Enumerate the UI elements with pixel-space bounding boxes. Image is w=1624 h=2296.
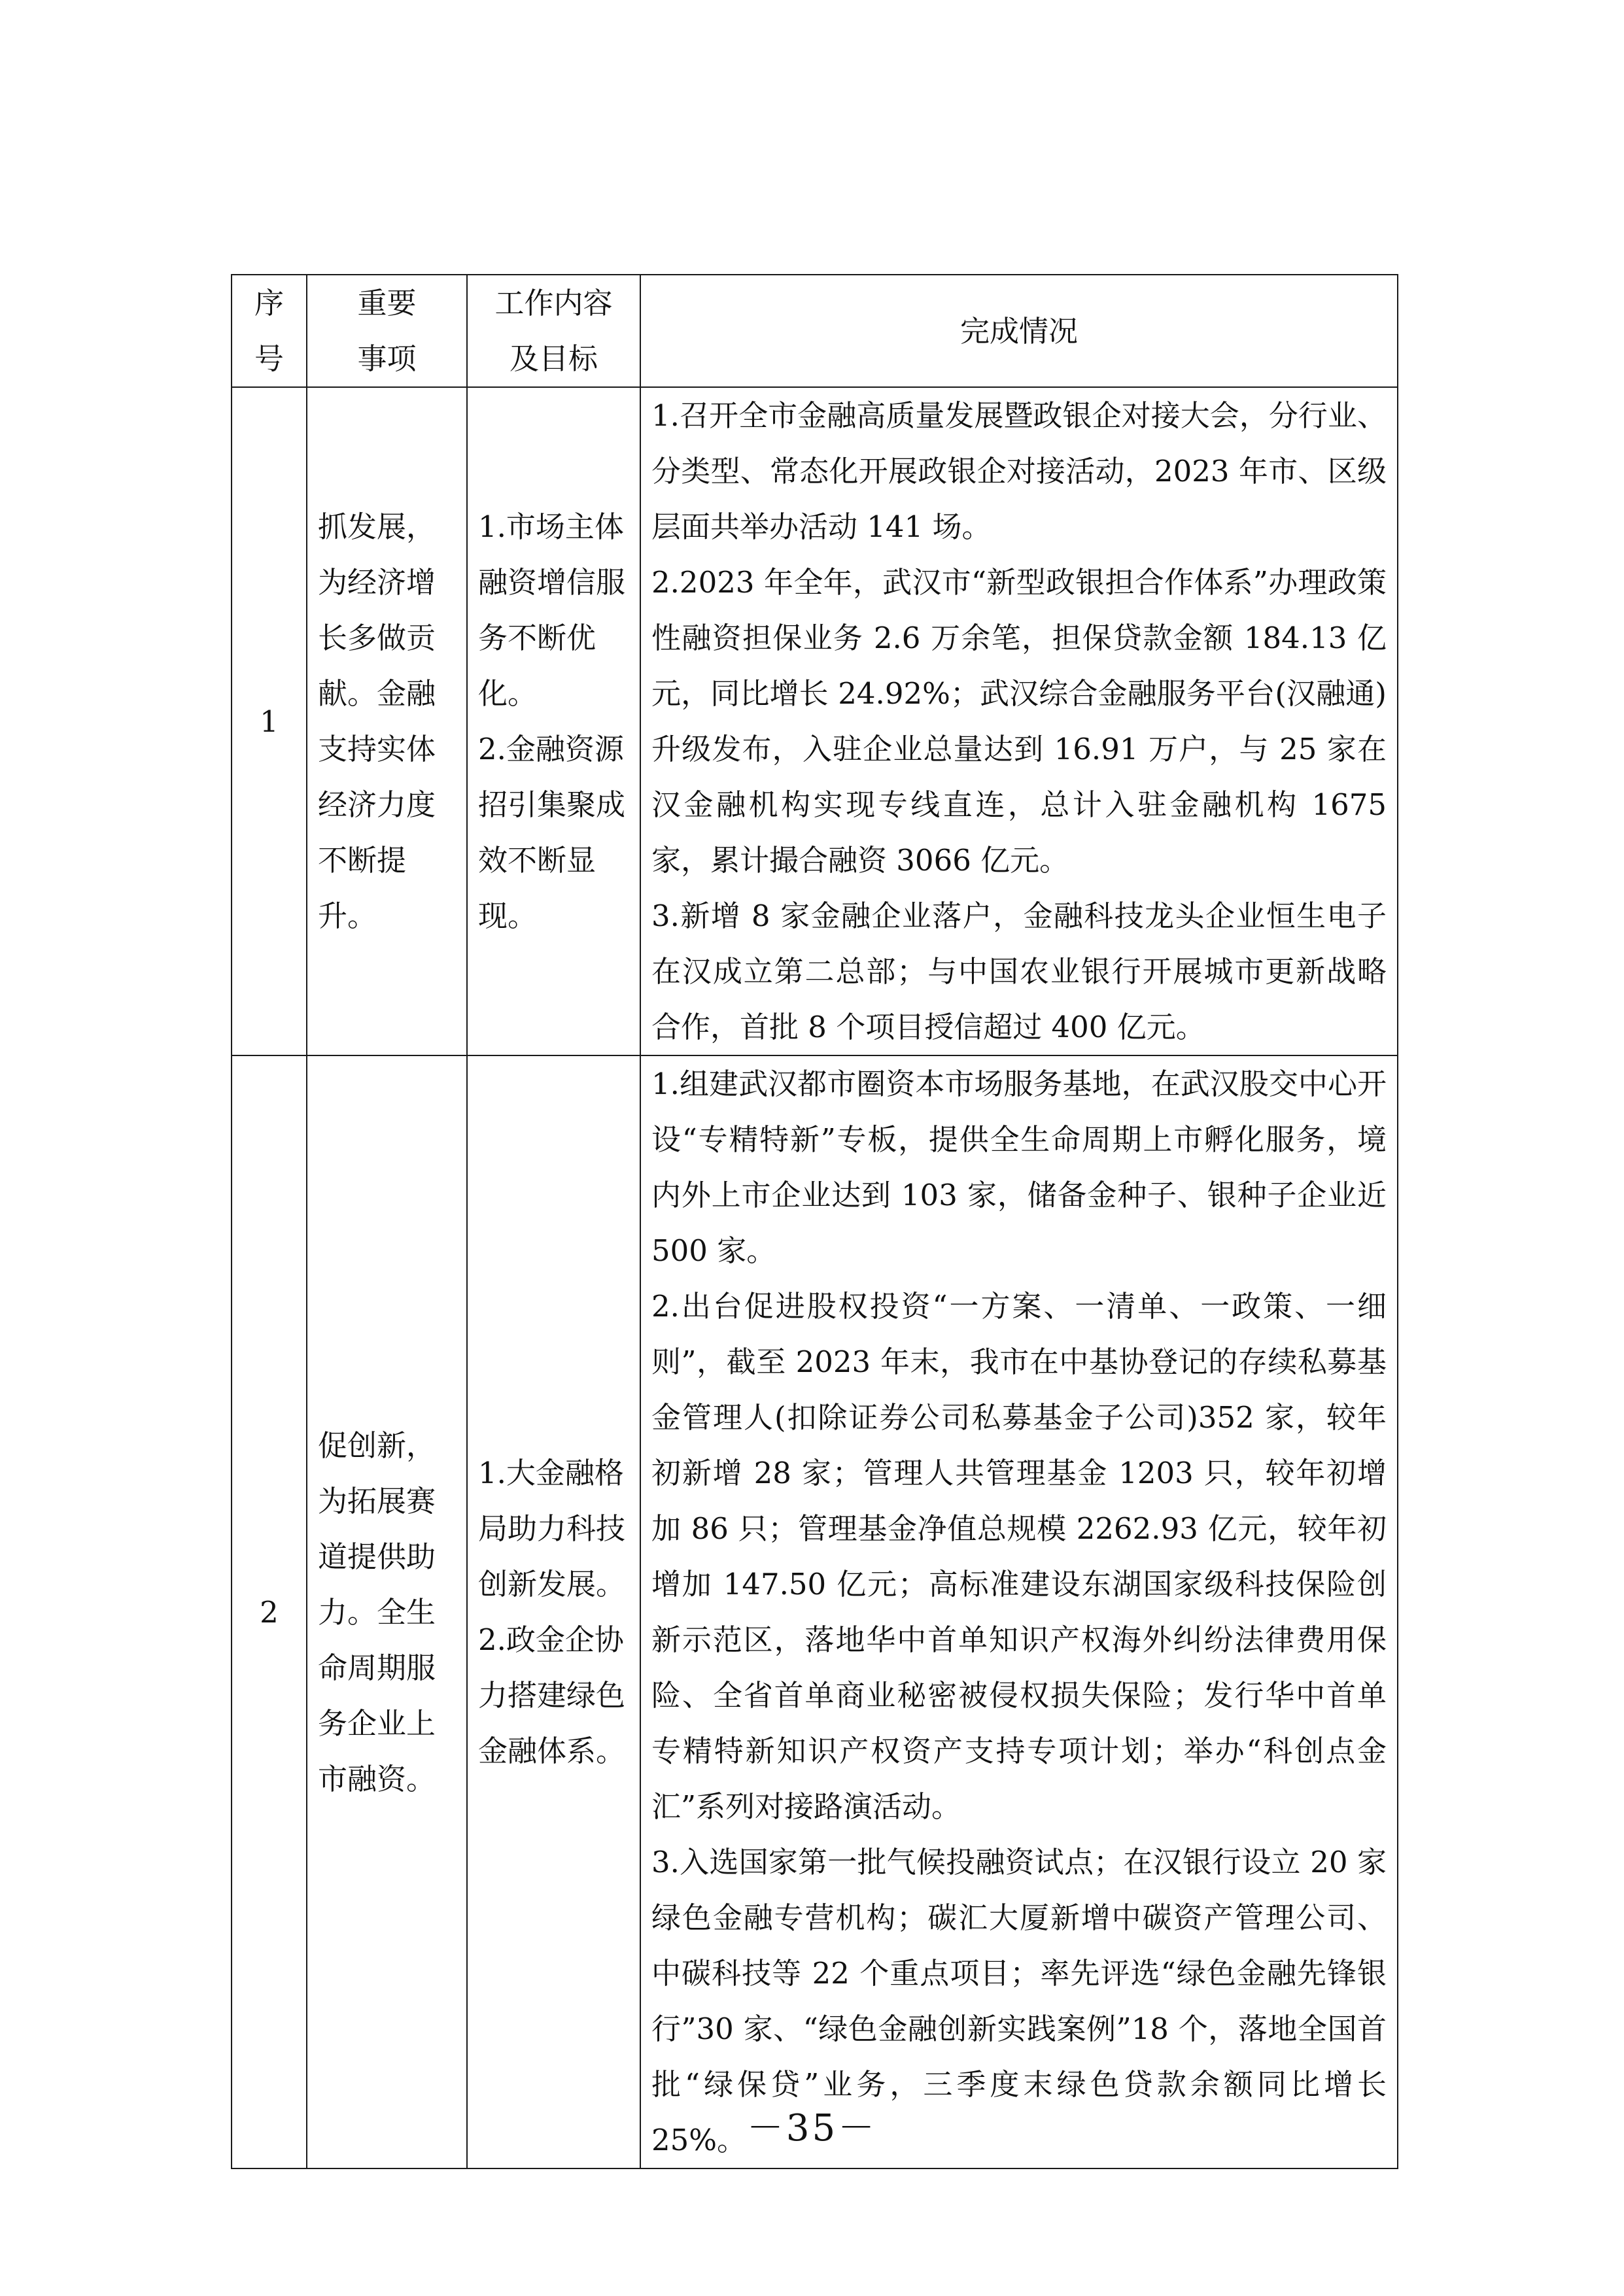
work-progress-table (231, 274, 1398, 2169)
row-seq: 1 (232, 387, 307, 1055)
target-item: 2.政金企协力搭建绿色金融体系。 (478, 1622, 626, 1768)
row-target (467, 1055, 640, 2168)
row-seq: 2 (232, 1055, 307, 2168)
status-item: 1.组建武汉都市圈资本市场服务基地，在武汉股交中心开设“专精特新”专板，提供全生命周期上市孵化服务，境内外上市企业达到 103 家，储备金种子、银种子企业近 500 家。 (651, 1067, 1387, 1268)
status-item: 3.新增 8 家金融企业落户，金融科技龙头企业恒生电子在汉成立第二总部；与中国农业银行开展城市更新战略合作，首批 8 个项目授信超过 400 亿元。 (651, 899, 1387, 1044)
row-status (640, 1055, 1398, 2168)
header-target: 工作内容 及目标 (467, 275, 640, 387)
status-item: 2.2023 年全年，武汉市“新型政银担合作体系”办理政策性融资担保业务 2.6 万余笔，担保贷款金额 184.13 亿元，同比增长 24.92%；武汉综合金融服务平台(汉融通)升级发布，入驻企业总量达到 16.91 万户，与 25 家在汉金融机构实现专线直连，总计入驻金融机构 1675 家，累计撮合融资 3066 亿元。 (651, 565, 1387, 878)
target-item: 2.金融资源招引集聚成效不断显现。 (478, 732, 626, 933)
header-status: 完成情况 (640, 275, 1398, 387)
row-target (467, 387, 640, 1055)
row-status (640, 387, 1398, 1055)
status-item: 2.出台促进股权投资“一方案、一清单、一政策、一细则”，截至 2023 年末，我市在中基协登记的存续私募基金管理人(扣除证券公司私募基金子公司)352 家，较年初新增 28 家；管理人共管理基金 1203 只，较年初增加 86 只；管理基金净值总规模 2262.93 亿元，较年初增加 147.50 亿元；高标准建设东湖国家级科技保险创新示范区，落地华中首单知识产权海外纠纷法律费用保险、全省首单商业秘密被侵权损失保险；发行华中首单专精特新知识产权资产支持专项计划；举办“科创点金汇”系列对接路演活动。 (651, 1289, 1387, 1824)
table-row (232, 387, 1398, 1055)
status-item: 3.入选国家第一批气候投融资试点；在汉银行设立 20 家绿色金融专营机构；碳汇大厦新增中碳资产管理公司、中碳科技等 22 个重点项目；率先评选“绿色金融先锋银行”30 家、“绿色金融创新实践案例”18 个，落地全国首批“绿保贷”业务，三季度末绿色贷款余额同比增长 25%。 (651, 1845, 1387, 2157)
row-matter: 抓发展，为经济增长多做贡献。金融支持实体经济力度不断提升。 (307, 387, 467, 1055)
header-seq: 序 号 (232, 275, 307, 387)
target-item: 1.市场主体融资增信服务不断优化。 (478, 509, 626, 711)
table-header-row (232, 275, 1398, 387)
table-row (232, 1055, 1398, 2168)
header-matter: 重要 事项 (307, 275, 467, 387)
target-item: 1.大金融格局助力科技创新发展。 (478, 1456, 626, 1602)
page-number: －35－ (746, 2107, 878, 2150)
row-matter: 促创新，为拓展赛道提供助力。全生命周期服务企业上市融资。 (307, 1055, 467, 2168)
status-item: 1.召开全市金融高质量发展暨政银企对接大会，分行业、分类型、常态化开展政银企对接活动，2023 年市、区级层面共举办活动 141 场。 (651, 398, 1387, 544)
